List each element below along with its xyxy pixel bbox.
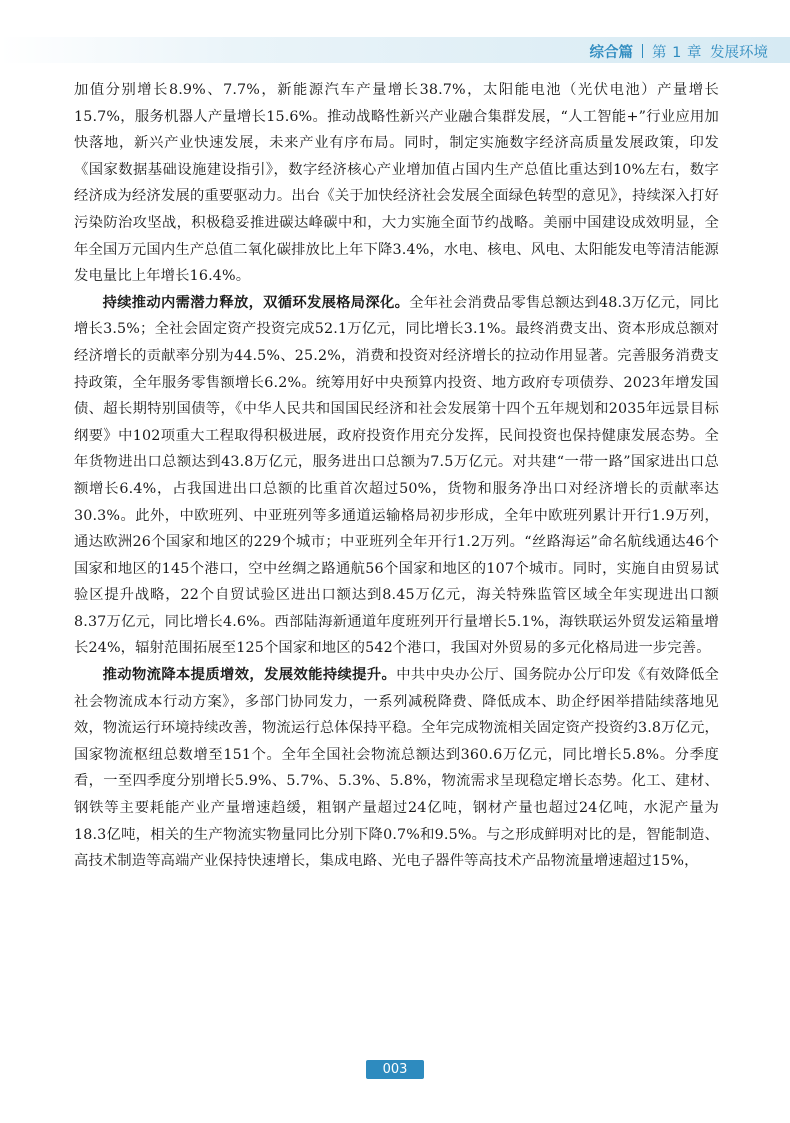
paragraph-1 [74,77,719,290]
paragraph-2-text: 全年社会消费品零售总额达到48.3万亿元，同比增长3.5%；全社会固定资产投资完成52.1万亿元，同比增长3.1%。最终消费支出、资本形成总额对经济增长的贡献率分别为44.5%、25.2%，消费和投资对经济增长的拉动作用显著。完善服务消费支持政策，全年服务零售额增长6.2%。统筹用好中央预算内投资、地方政府专项债券、2023年增发国债、超长期特别国债等，《中华人民共和国国民经济和社会发展第十四个五年规划和2035年远景目标纲要》中102项重大工程取得积极进展，政府投资作用充分发挥，民间投资也保持健康发展态势。全年货物进出口总额达到43.8万亿元，服务进出口总额为7.5万亿元。对共建“一带一路”国家进出口总额增长6.4%，占我国进出口总额的比重首次超过50%，货物和服务净出口对经济增长的贡献率达30.3%。此外，中欧班列、中亚班列等多通道运输格局初步形成，全年中欧班列累计开行1.9万列，通达欧洲26个国家和地区的229个城市；中亚班列全年开行1.2万列。“丝路海运”命名航线通达46个国家和地区的145个港口，空中丝绸之路通航56个国家和地区的107个城市。同时，实施自由贸易试验区提升战略，22个自贸试验区进出口额达到8.45万亿元，海关特殊监管区域全年实现进出口额8.37万亿元，同比增长4.6%。西部陆海新通道年度班列开行量增长5.1%，海铁联运外贸发运箱量增长24%，辐射范围拓展至125个国家和地区的542个港口，我国对外贸易的多元化格局进一步完善。 [74,294,720,657]
running-header [590,40,768,62]
section-name: 综合篇 [589,44,634,61]
paragraph-3-lead: 推动物流降本提质增效，发展效能持续提升。 [102,667,397,684]
header-divider [642,44,643,58]
chapter-number: 第 1 章 [652,44,702,61]
page-number: 003 [366,1060,424,1079]
paragraph-3-text: 中共中央办公厅、国务院办公厅印发《有效降低全社会物流成本行动方案》，多部门协同发力，一系列减税降费、降低成本、助企纾困举措陆续落地见效，物流运行环境持续改善，物流运行总体保持平稳。全年完成物流相关固定资产投资约3.8万亿元，国家物流枢纽总数增至151个。全年全国社会物流总额达到360.6万亿元，同比增长5.8%。分季度看，一至四季度分别增长5.9%、5.7%、5.3%、5.8%，物流需求呈现稳定增长态势。化工、建材、钢铁等主要耗能产业产量增速趋缓，粗钢产量超过24亿吨，钢材产量也超过24亿吨，水泥产量为18.3亿吨，相关的生产物流实物量同比分别下降0.7%和9.5%。与之形成鲜明对比的是，智能制造、高技术制造等高端产业保持快速增长，集成电路、光电子器件等高技术产品物流量增速超过15%， [74,667,719,870]
body-text [74,77,719,875]
paragraph-2-lead: 持续推动内需潜力释放，双循环发展格局深化。 [102,294,410,311]
chapter-title: 发展环境 [710,44,768,61]
paragraph-2 [74,290,719,662]
paragraph-3 [74,662,719,875]
paragraph-1-text: 加值分别增长8.9%、7.7%，新能源汽车产量增长38.7%，太阳能电池（光伏电池）产量增长15.7%，服务机器人产量增长15.6%。推动战略性新兴产业融合集群发展，“人工智能+”行业应用加快落地，新兴产业快速发展，未来产业有序布局。同时，制定实施数字经济高质量发展政策，印发《国家数据基础设施建设指引》，数字经济核心产业增加值占国内生产总值比重达到10%左右，数字经济成为经济发展的重要驱动力。出台《关于加快经济社会发展全面绿色转型的意见》，持续深入打好污染防治攻坚战，积极稳妥推进碳达峰碳中和，大力实施全面节约战略。美丽中国建设成效明显，全年全国万元国内生产总值二氧化碳排放比上年下降3.4%，水电、核电、风电、太阳能发电等清洁能源发电量比上年增长16.4%。 [74,82,719,285]
